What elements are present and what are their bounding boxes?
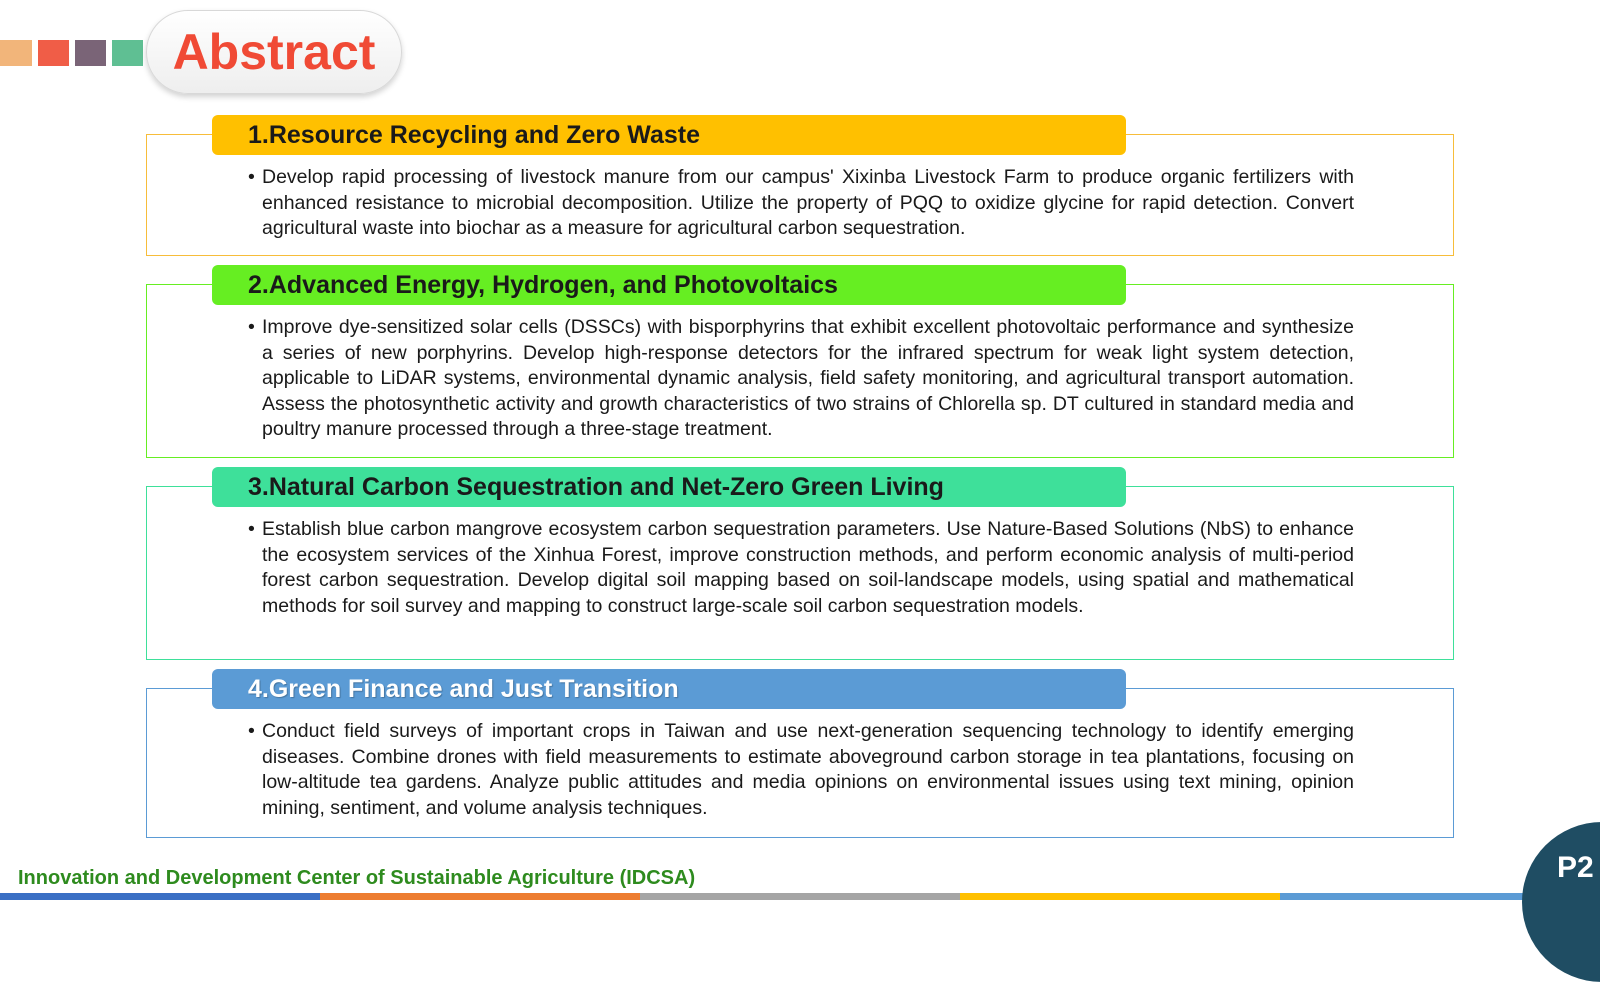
section-1-body — [248, 165, 1354, 242]
deco-square-2 — [38, 40, 69, 66]
footer-color-strip — [0, 893, 1600, 900]
page-number: P2 — [1557, 851, 1594, 884]
section-2-body — [248, 315, 1354, 443]
footer-org-name: Innovation and Development Center of Sustainable Agriculture (IDCSA) — [18, 867, 696, 889]
bullet-icon: • — [248, 316, 255, 338]
deco-square-3 — [75, 40, 106, 66]
footer-strip-segment — [320, 893, 640, 900]
deco-square-1 — [0, 40, 32, 66]
deco-square-4 — [112, 40, 143, 66]
footer-strip-segment — [0, 893, 320, 900]
section-2-text: Improve dye-sensitized solar cells (DSSCs) with bisporphyrins that exhibit excellent photovoltaic performance and synthesize a series of new porphyrins. Develop high-response detectors for the infrared spectrum for weak light system detection, applicable to LiDAR systems, environmental dynamic analysis, field safety monitoring, and agricultural transport automation. Assess the photosynthetic activity and growth characteristics of two strains of Chlorella sp. DT cultured in standard media and poultry manure processed through a three-stage treatment. — [262, 316, 1354, 440]
bullet-icon: • — [248, 166, 255, 188]
section-4-header — [212, 669, 1126, 709]
section-1-header — [212, 115, 1126, 155]
section-3-heading: 3.Natural Carbon Sequestration and Net-Zero Green Living — [248, 473, 944, 501]
page-number-badge — [1522, 822, 1600, 982]
section-3-body — [248, 517, 1354, 619]
page-title: Abstract — [172, 24, 376, 80]
section-3-header — [212, 467, 1126, 507]
title-pill — [146, 10, 402, 94]
section-1-text: Develop rapid processing of livestock manure from our campus' Xixinba Livestock Farm to produce organic fertilizers with enhanced resistance to microbial decomposition. Utilize the property of PQQ to oxidize glycine for rapid detection. Convert agricultural waste into biochar as a measure for agricultural carbon sequestration. — [262, 166, 1354, 239]
footer-strip-segment — [640, 893, 960, 900]
bullet-icon: • — [248, 720, 255, 742]
bullet-icon: • — [248, 518, 255, 540]
section-4-heading: 4.Green Finance and Just Transition — [248, 675, 679, 703]
footer-strip-segment — [960, 893, 1280, 900]
decorative-squares — [0, 40, 143, 66]
section-2-heading: 2.Advanced Energy, Hydrogen, and Photovoltaics — [248, 271, 838, 299]
section-1-heading: 1.Resource Recycling and Zero Waste — [248, 121, 701, 149]
section-4-text: Conduct field surveys of important crops in Taiwan and use next-generation sequencing technology to identify emerging diseases. Combine drones with field measurements to estimate aboveground carbon storage in tea plantations, focusing on low-altitude tea gardens. Analyze public attitudes and media opinions on environmental issues using text mining, opinion mining, sentiment, and volume analysis techniques. — [262, 720, 1354, 819]
section-3-text: Establish blue carbon mangrove ecosystem carbon sequestration parameters. Use Nature-Based Solutions (NbS) to enhance the ecosystem services of the Xinhua Forest, improve construction methods, and perform economic analysis of multi-period forest carbon sequestration. Develop digital soil mapping based on soil-landscape models, using spatial and mathematical methods for soil survey and mapping to construct large-scale soil carbon sequestration models. — [262, 518, 1354, 617]
section-2-header — [212, 265, 1126, 305]
section-4-body — [248, 719, 1354, 821]
